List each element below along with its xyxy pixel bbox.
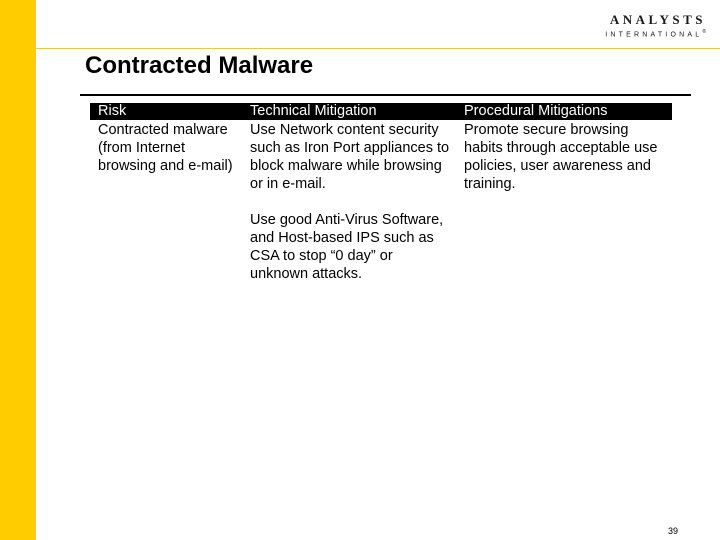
mitigation-table (90, 103, 672, 283)
technical-paragraph-1: Use Network content security such as Iron Port appliances to block malware while browsing or in e-mail. (250, 122, 450, 192)
cell-procedural: Promote secure browsing habits through acceptable use policies, user awareness and training. (464, 122, 658, 192)
page-number: 39 (667, 526, 678, 536)
table-header-row (90, 103, 672, 120)
table-row (90, 120, 672, 283)
top-rule (36, 48, 720, 49)
logo-sub-text: INTERNATIONAL® (605, 29, 706, 39)
analysts-international-logo (605, 12, 706, 39)
left-accent-bar (0, 0, 36, 540)
header-risk: Risk (90, 103, 242, 120)
cell-technical (242, 120, 456, 283)
cell-risk: Contracted malware (from Internet browsing and e-mail) (98, 122, 233, 174)
header-technical-mitigation: Technical Mitigation (242, 103, 456, 120)
logo-main-text: ANALYSTS (609, 12, 706, 27)
technical-paragraph-2: Use good Anti-Virus Software, and Host-based IPS such as CSA to stop “0 day” or unknown attacks. (250, 212, 444, 282)
header-procedural-mitigations: Procedural Mitigations (456, 103, 672, 120)
title-underline (80, 94, 691, 96)
slide-title: Contracted Malware (85, 52, 314, 79)
